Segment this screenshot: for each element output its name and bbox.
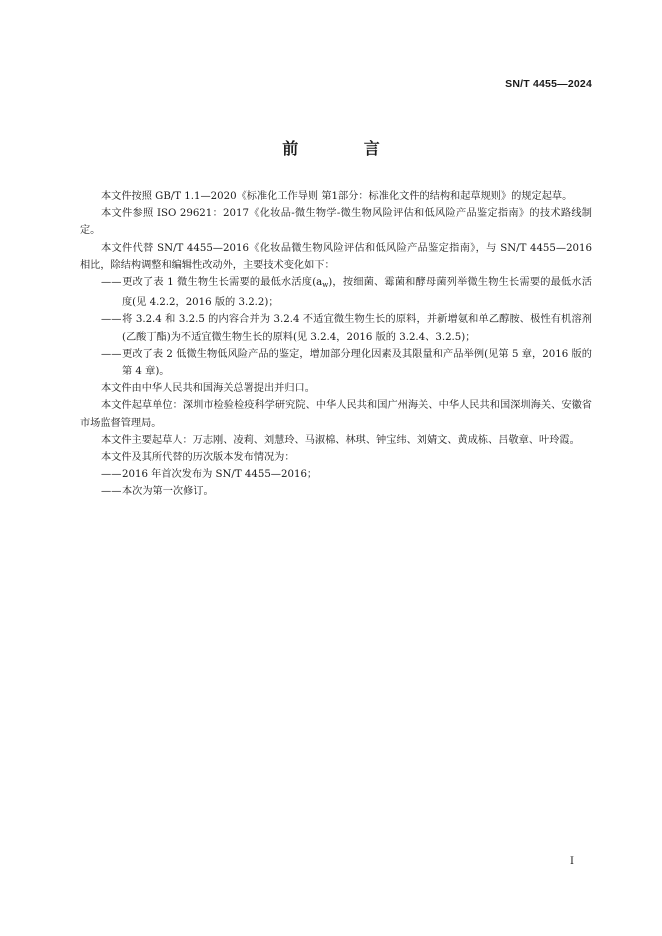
- change-text: 更改了表 2 低微生物低风险产品的鉴定，增加部分理化因素及其限量和产品举例(见第 5 章，2016 版的第 4 章)。: [122, 348, 592, 378]
- paragraph: 本文件主要起草人：万志刚、凌莉、刘慧玲、马淑棉、林琪、钟宝纬、刘婧文、黄成栋、吕敬章、叶玲霞。: [101, 434, 580, 446]
- paragraph: 本文件起草单位：深圳市检验检疫科学研究院、中华人民共和国广州海关、中华人民共和国深圳海关、安徽省市场监督管理局。: [80, 400, 592, 429]
- subscript: w: [322, 281, 329, 290]
- dash-mark: ——: [101, 314, 122, 326]
- change-text: )，按细菌、霉菌和酵母菌列举微生物生长需要的最低水活度(见 4.2.2，2016 版的 3.2.2)；: [122, 277, 592, 309]
- history-text: 本次为第一次修订。: [122, 486, 214, 498]
- dash-mark: ——: [101, 277, 122, 289]
- paragraph: 本文件由中华人民共和国海关总署提出并归口。: [101, 383, 315, 395]
- dash-mark: ——: [101, 348, 122, 360]
- page-number: I: [570, 856, 574, 867]
- history-item: [80, 483, 592, 500]
- dash-mark: ——: [101, 486, 122, 498]
- paragraph: 本文件按照 GB/T 1.1—2020《标准化工作导则 第1部分：标准化文件的结构和起草规则》的规定起草。: [101, 191, 573, 202]
- page-title: 前 言: [282, 139, 410, 158]
- history-text: 2016 年首次发布为 SN/T 4455—2016；: [122, 469, 318, 481]
- paragraph: 本文件代替 SN/T 4455—2016《化妆品微生物风险评估和低风险产品鉴定指南》，与 SN/T 4455—2016 相比，除结构调整和编辑性改动外，主要技术变化如下：: [80, 242, 592, 271]
- dash-mark: ——: [101, 469, 122, 481]
- change-text: 将 3.2.4 和 3.2.5 的内容合并为 3.2.4 不适宜微生物生长的原料，并新增氨和单乙醇胺、极性有机溶剂(乙酸丁酯)为不适宜微生物生长的原料(见 3.2.4，2016 版的 3.2.4、3.2.5)；: [122, 314, 592, 343]
- history-item: [80, 466, 592, 483]
- change-item: [80, 274, 592, 311]
- change-item: [80, 346, 592, 380]
- document-body: [80, 188, 592, 501]
- change-text: 更改了表 1 微生物生长需要的最低水活度(a: [122, 277, 323, 289]
- paragraph: 本文件参照 ISO 29621：2017《化妆品-微生物学-微生物风险评估和低风险产品鉴定指南》的技术路线制定。: [80, 208, 592, 237]
- paragraph: 本文件及其所代替的历次版本发布情况为：: [101, 452, 295, 464]
- document-code: SN/T 4455—2024: [505, 78, 592, 90]
- change-item: [80, 311, 592, 345]
